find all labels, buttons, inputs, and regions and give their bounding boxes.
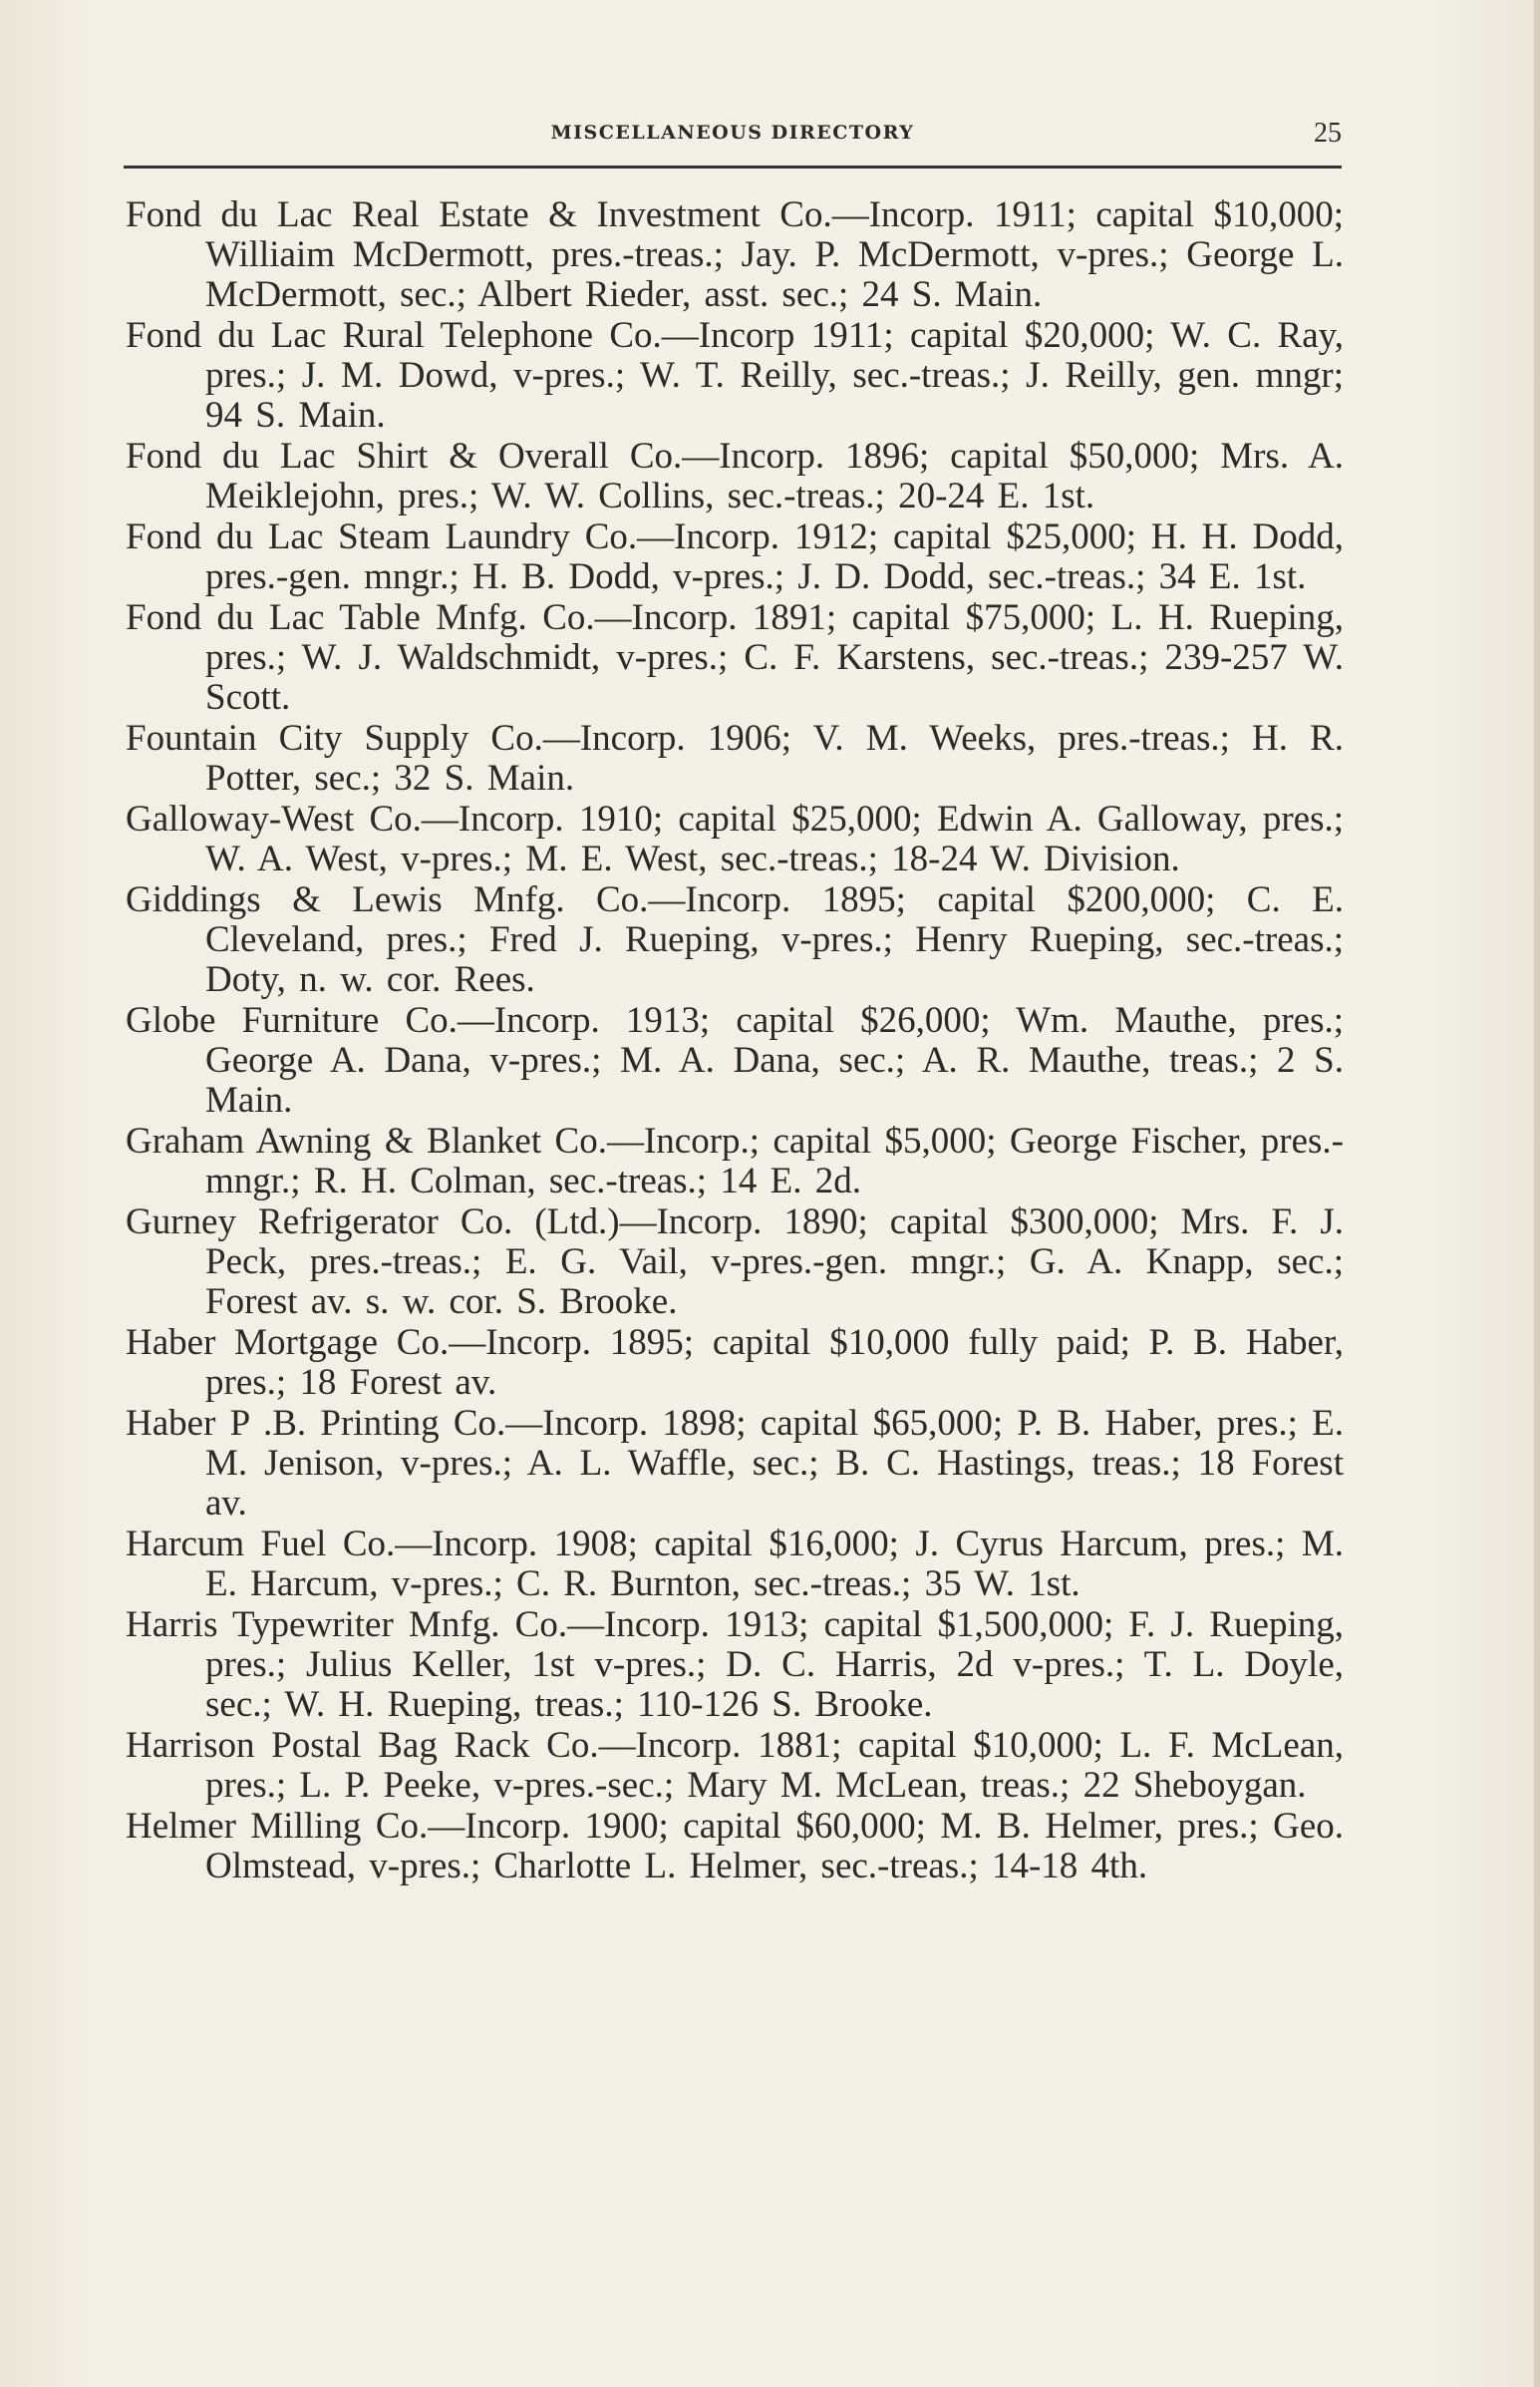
page-header xyxy=(124,118,1342,158)
header-rule xyxy=(124,166,1342,169)
directory-entry: Fond du Lac Steam Laundry Co.—Incorp. 1912; capital $25,000; H. H. Dodd, pres.-gen. mngr.; H. B. Dodd, v-pres.; J. D. Dodd, sec.-treas.; 34 E. 1st. xyxy=(126,516,1344,597)
directory-entry: Haber Mortgage Co.—Incorp. 1895; capital $10,000 fully paid; P. B. Haber, pres.; 18 Forest av. xyxy=(126,1322,1344,1403)
directory-entry: Fond du Lac Real Estate & Investment Co.—Incorp. 1911; capital $10,000; Williaim McDermott, pres.-treas.; Jay. P. McDermott, v-pres.; George L. McDermott, sec.; Albert Rieder, asst. sec.; 24 S. Main. xyxy=(126,194,1344,315)
directory-entry: Haber P .B. Printing Co.—Incorp. 1898; capital $65,000; P. B. Haber, pres.; E. M. Jenison, v-pres.; A. L. Waffle, sec.; B. C. Hastings, treas.; 18 Forest av. xyxy=(126,1403,1344,1524)
directory-entries xyxy=(126,195,1344,1887)
directory-entry: Harrison Postal Bag Rack Co.—Incorp. 1881; capital $10,000; L. F. McLean, pres.; L. P. Peeke, v-pres.-sec.; Mary M. McLean, treas.; 22 Sheboygan. xyxy=(126,1725,1344,1806)
directory-entry: Helmer Milling Co.—Incorp. 1900; capital $60,000; M. B. Helmer, pres.; Geo. Olmstead, v-pres.; Charlotte L. Helmer, sec.-treas.; 14-18 4th. xyxy=(126,1806,1344,1886)
directory-entry: Harcum Fuel Co.—Incorp. 1908; capital $16,000; J. Cyrus Harcum, pres.; M. E. Harcum, v-pres.; C. R. Burnton, sec.-treas.; 35 W. 1st. xyxy=(126,1524,1344,1604)
directory-entry: Fond du Lac Rural Telephone Co.—Incorp 1911; capital $20,000; W. C. Ray, pres.; J. M. Dowd, v-pres.; W. T. Reilly, sec.-treas.; J. Reilly, gen. mngr; 94 S. Main. xyxy=(126,315,1344,436)
page-number: 25 xyxy=(1314,118,1342,149)
directory-entry: Giddings & Lewis Mnfg. Co.—Incorp. 1895; capital $200,000; C. E. Cleveland, pres.; Fred J. Rueping, v-pres.; Henry Rueping, sec.-treas.; Doty, n. w. cor. Rees. xyxy=(126,879,1344,1000)
directory-entry: Fond du Lac Table Mnfg. Co.—Incorp. 1891; capital $75,000; L. H. Rueping, pres.; W. J. Waldschmidt, v-pres.; C. F. Karstens, sec.-treas.; 239-257 W. Scott. xyxy=(126,597,1344,718)
directory-entry: Globe Furniture Co.—Incorp. 1913; capital $26,000; Wm. Mauthe, pres.; George A. Dana, v-pres.; M. A. Dana, sec.; A. R. Mauthe, treas.; 2 S. Main. xyxy=(126,1000,1344,1121)
directory-entry: Galloway-West Co.—Incorp. 1910; capital $25,000; Edwin A. Galloway, pres.; W. A. West, v-pres.; M. E. West, sec.-treas.; 18-24 W. Division. xyxy=(126,799,1344,879)
directory-entry: Gurney Refrigerator Co. (Ltd.)—Incorp. 1890; capital $300,000; Mrs. F. J. Peck, pres.-treas.; E. G. Vail, v-pres.-gen. mngr.; G. A. Knapp, sec.; Forest av. s. w. cor. S. Brooke. xyxy=(126,1201,1344,1322)
directory-entry: Fond du Lac Shirt & Overall Co.—Incorp. 1896; capital $50,000; Mrs. A. Meiklejohn, pres.; W. W. Collins, sec.-treas.; 20-24 E. 1st. xyxy=(126,436,1344,516)
directory-entry: Harris Typewriter Mnfg. Co.—Incorp. 1913; capital $1,500,000; F. J. Rueping, pres.; Julius Keller, 1st v-pres.; D. C. Harris, 2d v-pres.; T. L. Doyle, sec.; W. H. Rueping, treas.; 110-126 S. Brooke. xyxy=(126,1604,1344,1725)
page-edge xyxy=(1534,0,1540,2387)
running-head: MISCELLANEOUS DIRECTORY xyxy=(550,122,915,144)
directory-entry: Graham Awning & Blanket Co.—Incorp.; capital $5,000; George Fischer, pres.-mngr.; R. H. Colman, sec.-treas.; 14 E. 2d. xyxy=(126,1121,1344,1201)
directory-entry: Fountain City Supply Co.—Incorp. 1906; V. M. Weeks, pres.-treas.; H. R. Potter, sec.; 32 S. Main. xyxy=(126,718,1344,799)
